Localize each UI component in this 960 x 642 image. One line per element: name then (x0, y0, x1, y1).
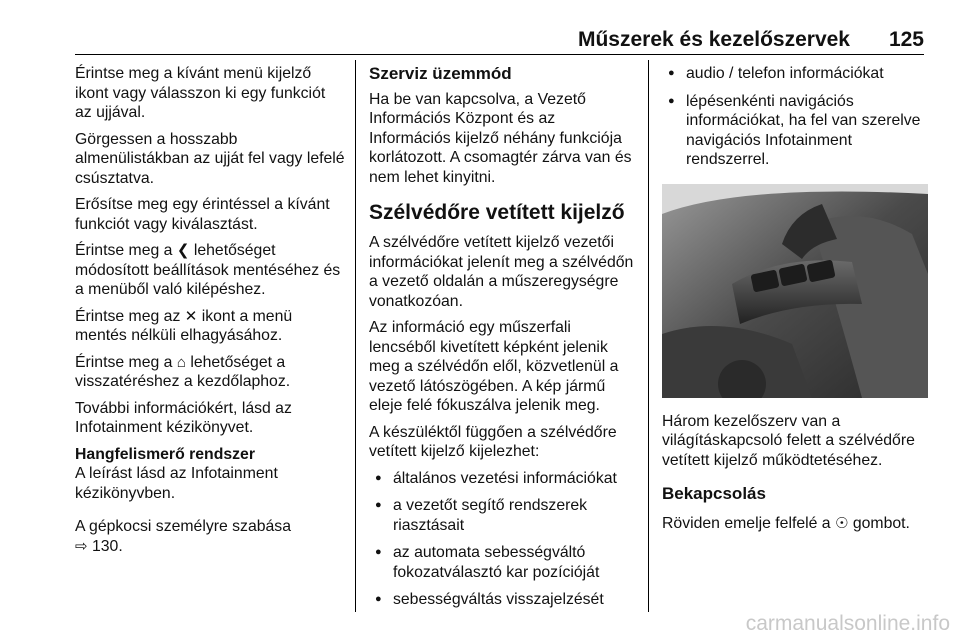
hud-icon: ☉ (835, 514, 849, 532)
text: Érintse meg a (75, 353, 173, 371)
list-item: ● általános vezetési információkat (369, 469, 634, 489)
page-number: 125 (888, 28, 924, 51)
paragraph (75, 517, 345, 556)
column-divider (648, 60, 649, 612)
section-heading: Bekapcsolás (662, 484, 766, 503)
paragraph: A szélvédőre vetített kijelző vezetői információkat jelenít meg a szélvédőn a vezető oldalán a műszeregységre vonatkozóan. (369, 234, 634, 310)
paragraph: Erősítse meg egy érintéssel a kívánt funkciót vagy kiválasztást. (75, 196, 330, 233)
list-item: ● a vezetőt segítő rendszerek riasztásait (369, 496, 634, 535)
paragraph: A készüléktől függően a szélvédőre vetített kijelző kijelezhet: (369, 423, 617, 460)
paragraph (75, 307, 345, 346)
paragraph: A leírást lásd az Infotainment kézikönyvben. (75, 465, 278, 502)
hud-controls-illustration (662, 184, 928, 398)
text: Röviden emelje felfelé a (662, 514, 831, 532)
paragraph: Ha be van kapcsolva, a Vezető Információs Központ és az Információs kijelző néhány funkciója korlátozott. A csomagtér zárva van és nem lehet kinyitni. (369, 90, 632, 186)
text: A gépkocsi személyre szabása (75, 518, 291, 535)
paragraph (75, 241, 345, 300)
bullet-list (662, 64, 928, 170)
sub-heading: Hangfelismerő rendszer (75, 445, 255, 463)
x-icon: ✕ (184, 307, 198, 325)
text: Érintse meg az (75, 307, 181, 325)
section-heading: Szélvédőre vetített kijelző (369, 201, 625, 224)
list-item: ● audio / telefon információkat (662, 64, 928, 84)
page-reference[interactable]: 130. (91, 537, 123, 555)
paragraph: További információkért, lásd az Infotainment kézikönyvet. (75, 399, 292, 436)
hud-controls-photo (662, 184, 928, 398)
list-item: ● az automata sebességváltó fokozatválasztó kar pozícióját (369, 543, 634, 582)
section-heading: Szerviz üzemmód (369, 64, 512, 83)
column-left (75, 64, 345, 563)
page-header (0, 0, 960, 52)
paragraph: Az információ egy műszerfali lencséből kivetített képként jelenik meg a szélvédőn elől, közvetlenül a vezető látószögében. A kép jármű eleje felé fókuszálva jelenik meg. (369, 319, 619, 414)
paragraph (75, 353, 345, 392)
column-right (662, 64, 928, 540)
column-middle (369, 64, 634, 618)
text: ikont a menü mentés nélküli elhagyásához. (75, 307, 293, 344)
figure-caption: Három kezelőszerv van a világításkapcsoló felett a szélvédőre vetített kijelző működtetéséhez. (662, 412, 915, 469)
arrow-ref-icon: ⇨ (75, 537, 88, 555)
page-title: Műszerek és kezelőszervek (577, 28, 850, 51)
text: Érintse meg a (75, 242, 173, 259)
paragraph (662, 514, 928, 534)
paragraph: Görgessen a hosszabb almenülistákban az ujját fel vagy lefelé csúsztatva. (75, 130, 345, 187)
list-item: ● sebességváltás visszajelzését (369, 590, 634, 610)
text: gombot. (852, 514, 910, 532)
paragraph: Érintse meg a kívánt menü kijelző ikont vagy válasszon ki egy funkciót az ujjával. (75, 65, 326, 121)
list-item: ● lépésenkénti navigációs információkat, ha fel van szerelve navigációs Infotainment rendszerrel. (662, 92, 928, 170)
text: lehetőséget a visszatéréshez a kezdőlaphoz. (75, 353, 291, 390)
home-icon: ⌂ (176, 353, 186, 371)
column-divider (355, 60, 356, 612)
header-rule (75, 54, 924, 55)
bullet-list (369, 469, 634, 610)
text: lehetőséget módosított beállítások mentéséhez és a menüből való kilépéshez. (75, 242, 341, 298)
watermark: carmanualsonline.info (745, 612, 950, 635)
chevron-left-icon: ❮ (176, 242, 190, 259)
